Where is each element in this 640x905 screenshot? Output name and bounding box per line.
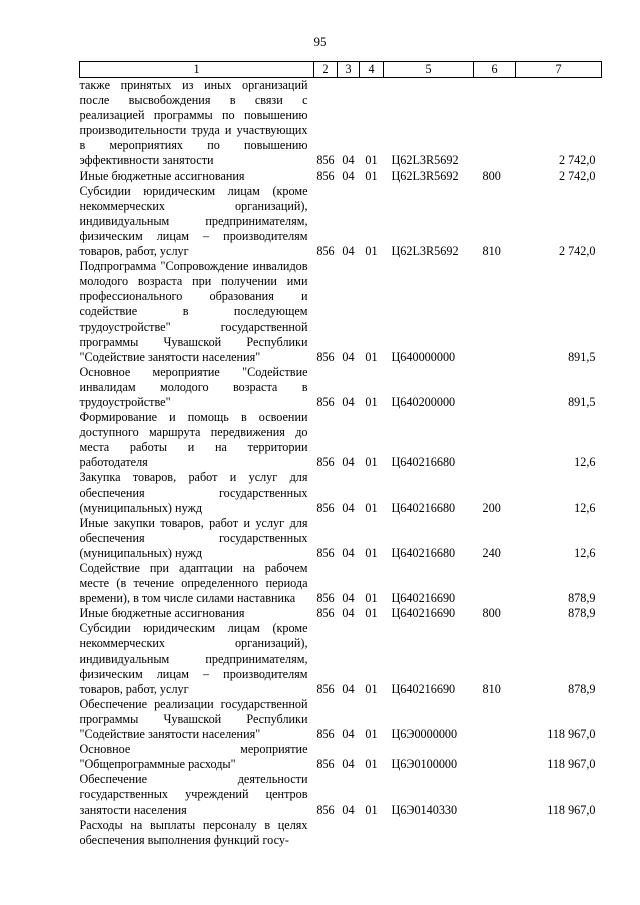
section-code: 856 xyxy=(316,455,335,470)
amount: 2 742,0 xyxy=(558,168,596,183)
subsection-code: 01 xyxy=(365,681,378,696)
chapter-code: 04 xyxy=(342,802,355,817)
row-description: Обеспечение деятельности государственных учреждений центров занятости населения xyxy=(79,772,308,817)
chapter-code: 04 xyxy=(342,153,355,168)
row-description: Содействие при адаптации на рабочем месте (в течение определенного периода времени), в том числе силами наставника xyxy=(79,561,308,606)
table-row xyxy=(80,365,602,410)
subsection-code: 01 xyxy=(365,455,378,470)
column-header: 6 xyxy=(474,62,516,78)
column-header: 5 xyxy=(384,62,474,78)
subsection-code: 01 xyxy=(365,349,378,364)
subsection-code: 01 xyxy=(365,606,378,621)
table-row xyxy=(80,606,602,621)
row-description: Иные бюджетные ассигнования xyxy=(79,606,245,621)
subsection-code: 01 xyxy=(365,394,378,409)
section-code: 856 xyxy=(316,153,335,168)
amount: 878,9 xyxy=(568,591,596,606)
section-code: 856 xyxy=(316,727,335,742)
amount: 12,6 xyxy=(574,500,596,515)
subsection-code: 01 xyxy=(365,591,378,606)
section-code: 856 xyxy=(316,606,335,621)
section-code: 856 xyxy=(316,349,335,364)
target-item-code: Ц62L3R5692 xyxy=(391,168,459,183)
target-item-code: Ц640216680 xyxy=(391,545,456,560)
subsection-code: 01 xyxy=(365,757,378,772)
subsection-code xyxy=(360,818,384,848)
expense-type-code xyxy=(474,410,516,470)
table-row xyxy=(80,470,602,515)
section-code: 856 xyxy=(316,591,335,606)
target-item-code: Ц62L3R5692 xyxy=(391,153,459,168)
row-description: Подпрограмма "Сопровождение инвалидов молодого возраста при получении ими профессионального образования и содействие в последующем трудоустройстве" государственной программы Чувашской Республики "Содействие занятости населения" xyxy=(79,259,308,364)
amount: 118 967,0 xyxy=(547,802,596,817)
subsection-code: 01 xyxy=(365,727,378,742)
row-description: также принятых из иных организаций после высвобождения в связи с реализацией программы по повышению производительности труда и участвующих в мероприятиях по повышению эффективности занятости xyxy=(79,78,308,168)
row-description: Иные закупки товаров, работ и услуг для обеспечения государственных (муниципальных) нужд xyxy=(79,515,308,560)
chapter-code: 04 xyxy=(342,681,355,696)
amount: 891,5 xyxy=(568,349,596,364)
target-item-code xyxy=(384,818,474,848)
expense-type-code xyxy=(474,772,516,817)
expense-type-code xyxy=(474,78,516,169)
subsection-code: 01 xyxy=(365,802,378,817)
target-item-code: Ц62L3R5692 xyxy=(391,244,459,259)
target-item-code: Ц640216690 xyxy=(391,606,456,621)
column-header: 1 xyxy=(80,62,314,78)
target-item-code: Ц640216690 xyxy=(391,681,456,696)
target-item-code: Ц6Э0100000 xyxy=(391,757,458,772)
column-header: 7 xyxy=(516,62,602,78)
expense-type-code: 810 xyxy=(482,244,501,259)
expense-type-code xyxy=(474,259,516,365)
chapter-code: 04 xyxy=(342,757,355,772)
chapter-code: 04 xyxy=(342,394,355,409)
section-code: 856 xyxy=(316,394,335,409)
budget-table xyxy=(79,61,602,848)
row-description: Расходы на выплаты персоналу в целях обеспечения выполнения функций госу- xyxy=(79,817,308,847)
chapter-code: 04 xyxy=(342,455,355,470)
table-row xyxy=(80,772,602,817)
page-number: 95 xyxy=(313,34,327,49)
target-item-code: Ц640200000 xyxy=(391,394,456,409)
table-row xyxy=(80,184,602,259)
section-code: 856 xyxy=(316,757,335,772)
chapter-code: 04 xyxy=(342,168,355,183)
amount: 2 742,0 xyxy=(558,153,596,168)
expense-type-code: 800 xyxy=(482,606,501,621)
chapter-code: 04 xyxy=(342,349,355,364)
expense-type-code xyxy=(474,365,516,410)
table-row xyxy=(80,697,602,742)
subsection-code: 01 xyxy=(365,168,378,183)
table-row xyxy=(80,259,602,365)
chapter-code xyxy=(338,818,360,848)
table-row xyxy=(80,742,602,772)
row-description: Закупка товаров, работ и услуг для обеспечения государственных (муниципальных) нужд xyxy=(79,470,308,515)
amount: 891,5 xyxy=(568,394,596,409)
section-code xyxy=(314,818,338,848)
amount: 2 742,0 xyxy=(558,244,596,259)
table-row xyxy=(80,561,602,606)
subsection-code: 01 xyxy=(365,153,378,168)
row-description: Основное мероприятие "Общепрограммные расходы" xyxy=(79,742,308,772)
chapter-code: 04 xyxy=(342,500,355,515)
amount: 12,6 xyxy=(574,545,596,560)
expense-type-code: 810 xyxy=(482,681,501,696)
row-description: Обеспечение реализации государственной программы Чувашской Республики "Содействие занятости населения" xyxy=(79,696,308,742)
chapter-code: 04 xyxy=(342,244,355,259)
row-description: Субсидии юридическим лицам (кроме некоммерческих организаций), индивидуальным предпринимателям, физическим лицам – производителям товаров, работ, услуг xyxy=(79,183,308,259)
target-item-code: Ц640216680 xyxy=(391,500,456,515)
amount xyxy=(516,818,602,848)
table-row xyxy=(80,818,602,848)
expense-type-code: 200 xyxy=(482,500,501,515)
target-item-code: Ц640216680 xyxy=(391,455,456,470)
amount: 878,9 xyxy=(568,681,596,696)
table-row xyxy=(80,516,602,561)
row-description: Формирование и помощь в освоении доступного маршрута передвижения до места работы и на территории работодателя xyxy=(79,410,308,470)
table-row xyxy=(80,621,602,696)
section-code: 856 xyxy=(316,168,335,183)
amount: 118 967,0 xyxy=(547,757,596,772)
section-code: 856 xyxy=(316,681,335,696)
expense-type-code: 240 xyxy=(482,545,501,560)
expense-type-code xyxy=(474,818,516,848)
subsection-code: 01 xyxy=(365,244,378,259)
column-header: 3 xyxy=(338,62,360,78)
chapter-code: 04 xyxy=(342,727,355,742)
chapter-code: 04 xyxy=(342,591,355,606)
table-row xyxy=(80,410,602,470)
expense-type-code xyxy=(474,697,516,742)
expense-type-code xyxy=(474,742,516,772)
expense-type-code: 800 xyxy=(482,168,501,183)
column-header: 4 xyxy=(360,62,384,78)
amount: 878,9 xyxy=(568,606,596,621)
subsection-code: 01 xyxy=(365,545,378,560)
section-code: 856 xyxy=(316,244,335,259)
target-item-code: Ц6Э0000000 xyxy=(391,727,458,742)
table-header-row xyxy=(80,62,602,78)
table-row xyxy=(80,78,602,169)
target-item-code: Ц640216690 xyxy=(391,591,456,606)
chapter-code: 04 xyxy=(342,606,355,621)
table-row xyxy=(80,169,602,184)
row-description: Иные бюджетные ассигнования xyxy=(79,168,245,183)
column-header: 2 xyxy=(314,62,338,78)
chapter-code: 04 xyxy=(342,545,355,560)
row-description: Субсидии юридическим лицам (кроме некоммерческих организаций), индивидуальным предпринимателям, физическим лицам – производителям товаров, работ, услуг xyxy=(79,621,308,696)
section-code: 856 xyxy=(316,802,335,817)
amount: 118 967,0 xyxy=(547,727,596,742)
row-description: Основное мероприятие "Содействие инвалидам молодого возраста в трудоустройстве" xyxy=(79,364,308,409)
section-code: 856 xyxy=(316,500,335,515)
subsection-code: 01 xyxy=(365,500,378,515)
expense-type-code xyxy=(474,561,516,606)
section-code: 856 xyxy=(316,545,335,560)
amount: 12,6 xyxy=(574,455,596,470)
target-item-code: Ц640000000 xyxy=(391,349,456,364)
target-item-code: Ц6Э0140330 xyxy=(391,802,458,817)
